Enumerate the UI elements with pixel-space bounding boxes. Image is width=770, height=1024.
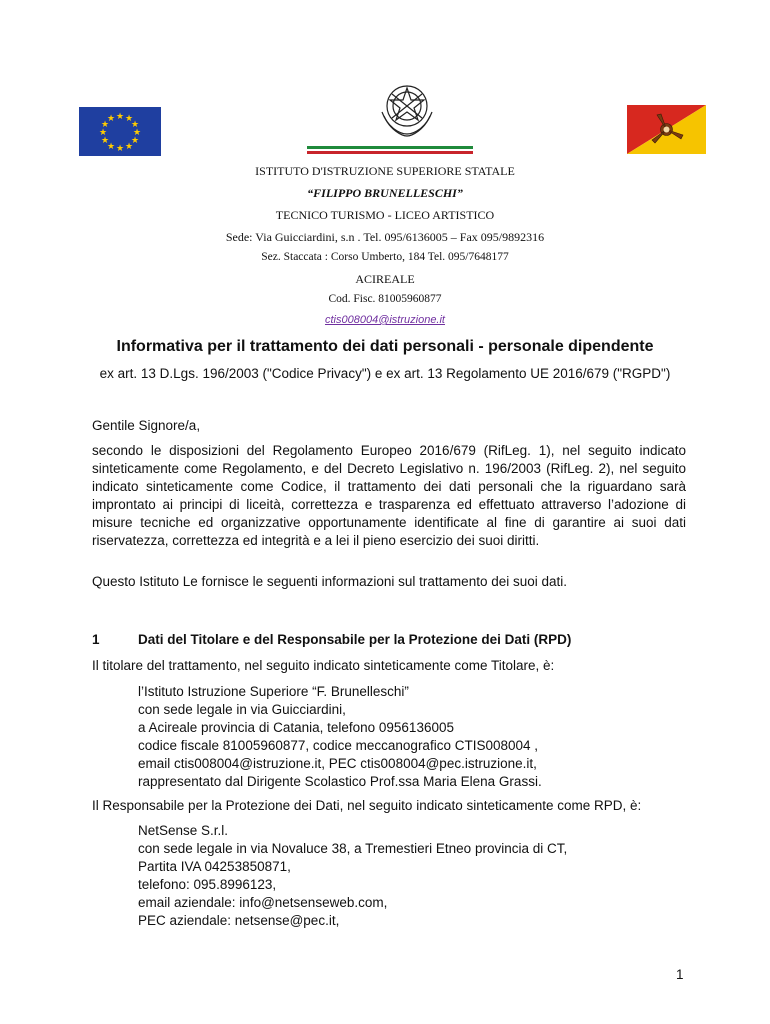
- rpd-line: PEC aziendale: netsense@pec.it,: [138, 913, 340, 928]
- document-title: Informativa per il trattamento dei dati personali - personale dipendente: [116, 338, 654, 355]
- page-number: 1: [676, 967, 684, 982]
- document-subtitle: ex art. 13 D.Lgs. 196/2003 ("Codice Privacy") e ex art. 13 Regolamento UE 2016/679 ("RGPD"): [99, 366, 671, 381]
- address-branch: Sez. Staccata : Corso Umberto, 184 Tel. 095/7648177: [261, 251, 509, 263]
- svg-text:★: ★: [132, 128, 142, 138]
- titolare-line: codice fiscale 81005960877, codice meccanografico CTIS008004 ,: [138, 738, 539, 753]
- svg-text:★: ★: [124, 114, 134, 124]
- rpd-line: telefono: 095.8996123,: [138, 877, 277, 892]
- section-heading: Dati del Titolare e del Responsabile per la Protezione dei Dati (RPD): [138, 632, 572, 647]
- eu-stars-icon: [79, 107, 161, 156]
- tax-code: Cod. Fisc. 81005960877: [328, 293, 442, 305]
- titolare-line: l’Istituto Istruzione Superiore “F. Brunelleschi”: [138, 684, 409, 699]
- italian-tricolor-bar: [307, 146, 473, 154]
- address-main: Sede: Via Guicciardini, s.n . Tel. 095/6136005 – Fax 095/9892316: [225, 230, 545, 244]
- titolare-intro: Il titolare del trattamento, nel seguito indicato sinteticamente come Titolare, è:: [92, 658, 555, 673]
- info-line: Questo Istituto Le fornisce le seguenti informazioni sul trattamento dei suoi dati.: [92, 574, 568, 589]
- courses-line: TECNICO TURISMO - LICEO ARTISTICO: [275, 208, 495, 222]
- eu-flag-logo: [79, 107, 161, 156]
- svg-text:★: ★: [98, 128, 108, 138]
- section-number: 1: [92, 632, 100, 647]
- rpd-line: Partita IVA 04253850871,: [138, 859, 291, 874]
- rpd-line: NetSense S.r.l.: [138, 823, 229, 838]
- greeting: Gentile Signore/a,: [92, 418, 201, 433]
- svg-text:★: ★: [124, 142, 134, 152]
- svg-text:★: ★: [106, 142, 116, 152]
- svg-text:★: ★: [115, 144, 125, 154]
- rpd-line: email aziendale: info@netsenseweb.com,: [138, 895, 388, 910]
- svg-text:★: ★: [100, 136, 110, 146]
- rpd-intro: Il Responsabile per la Protezione dei Dati, nel seguito indicato sinteticamente come RPD, è:: [92, 798, 642, 813]
- titolare-line: a Acireale provincia di Catania, telefono 0956136005: [138, 720, 454, 735]
- rpd-line: con sede legale in via Novaluce 38, a Tremestieri Etneo provincia di CT,: [138, 841, 568, 856]
- titolare-line: rappresentato dal Dirigente Scolastico Prof.ssa Maria Elena Grassi.: [138, 774, 542, 789]
- intro-paragraph: secondo le disposizioni del Regolamento Europeo 2016/679 (RifLeg. 1), nel seguito indicato sinteticamente come Regolamento, e del Decreto Legislativo n. 196/2003 (RifLeg. 2), nel seguito indicato sinteticamente come Codice, il trattamento dei dati personali che la riguardano sarà improntato ai principi di liceità, correttezza e trasparenza ed effettuato attraverso l’adozione di misure tecniche ed organizzative opportunamente identificate al fine di garantire ai suoi dati riservatezza, correttezza ed integrità e a lei il pieno esercizio dei suoi diritti.: [92, 443, 686, 548]
- institute-line: ISTITUTO D'ISTRUZIONE SUPERIORE STATALE: [255, 164, 515, 178]
- institute-name: “FILIPPO BRUNELLESCHI”: [307, 186, 463, 200]
- sicily-flag-logo: [627, 105, 706, 154]
- svg-text:★: ★: [130, 136, 140, 146]
- svg-text:★: ★: [130, 120, 140, 130]
- italian-republic-emblem: [374, 76, 440, 140]
- institute-email-link[interactable]: ctis008004@istruzione.it: [324, 314, 445, 326]
- svg-text:★: ★: [115, 112, 125, 122]
- city-line: ACIREALE: [355, 272, 415, 286]
- titolare-line: con sede legale in via Guicciardini,: [138, 702, 346, 717]
- svg-text:★: ★: [100, 120, 110, 130]
- titolare-line: email ctis008004@istruzione.it, PEC ctis008004@pec.istruzione.it,: [138, 756, 537, 771]
- svg-text:★: ★: [106, 114, 116, 124]
